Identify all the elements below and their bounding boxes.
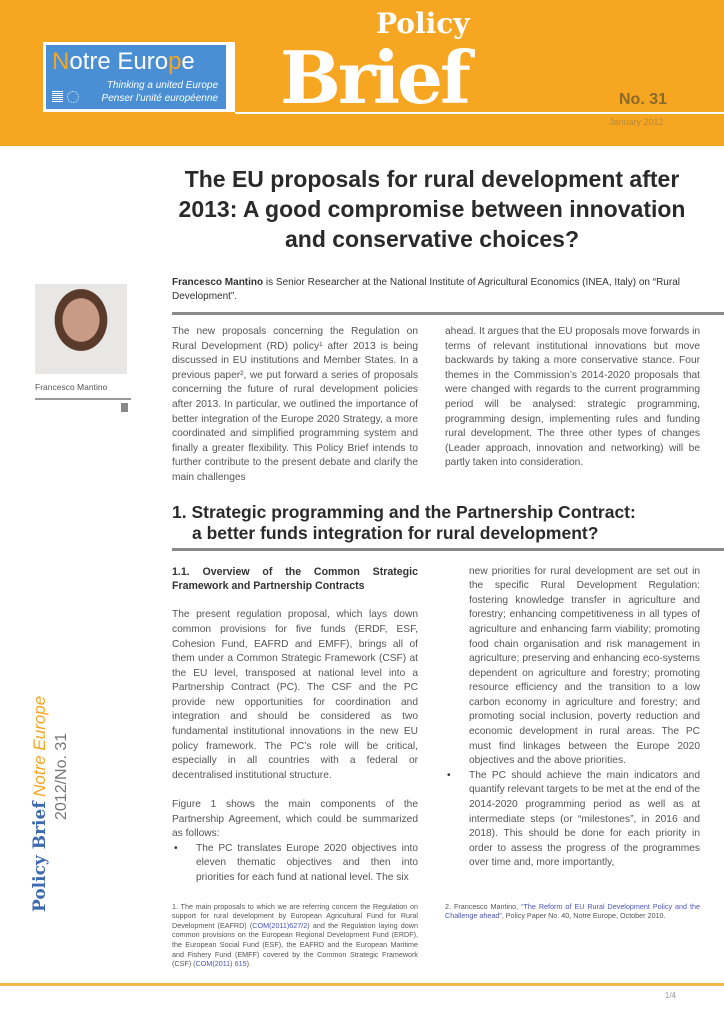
flag-icon [52, 91, 63, 102]
intro-paragraph: ahead. It argues that the EU proposals move forwards in terms of relevant institutional innovations but move backwards by taking a more conservative stance. Four themes in the Commission’s 2014-2020 proposals that were changed with regards to the current programming period will be analysed: strategic programming, programming design, implementing rules and funding rural development. The three other types of changes (Leader approach, innovation and networking) will be partly taken into consideration. [445, 326, 700, 469]
section-heading [172, 502, 702, 544]
intro [172, 325, 702, 486]
bullet-continuation: new priorities for rural development are set out in the specific Rural Development Regulation: fostering knowledge transfer in agriculture and forestry; enhancing competitiveness in all types of agriculture and enhancing farm viability; promoting food chain organisation and risk management in agriculture; preserving and enhancing eco-systems dependent on agriculture and forestry; promoting resource efficiency and the transition to a low carbon economy in agriculture and forestry; and promoting social inclusion, poverty reduction and economic development in rural areas. The PC must find linkages between the Europe 2020 objectives and the above priorities. [469, 565, 700, 767]
subsection-heading: 1.1. Overview of the Common Strategic Framework and Partnership Contracts [172, 565, 418, 593]
author-rule [172, 312, 724, 315]
sidebar-policy-brief: Policy Brief [30, 801, 50, 912]
issue-date: January 2012 [609, 117, 664, 127]
author-name: Francesco Mantino [172, 277, 264, 288]
photo-marker [121, 403, 128, 412]
tagline-fr: Penser l'unité européenne [101, 93, 218, 104]
sidebar-notre-europe: Notre Europe [30, 695, 49, 797]
main-content [172, 0, 702, 1016]
sidebar-label [30, 695, 70, 912]
section-columns [172, 565, 702, 886]
tagline-en: Thinking a united Europe [106, 80, 218, 91]
footnote-text: 1. The main proposals to which we are referring concern the Regulation on support for rural development by European Agricultural Fund for Rural Development (EAFRD) ( [172, 901, 418, 930]
document-title: The EU proposals for rural development after 2013: A good compromise between innovation and conservative choices? [178, 166, 686, 252]
intro-right [445, 325, 700, 486]
footnote-1 [172, 902, 418, 969]
masthead-policy: Policy [376, 7, 470, 40]
section-right-column [445, 565, 700, 886]
section-heading-line: 1. Strategic programming and the Partnership Contract: [172, 501, 636, 522]
photo-caption: Francesco Mantino [35, 382, 108, 392]
footnote-2 [445, 902, 700, 969]
intro-paragraph: The new proposals concerning the Regulation on Rural Development (RD) policy¹ after 2013 is being discussed in EU institutions and Member States. In a previous paper², we put forward a series of proposals concerning the future of rural development policies after 2013. In particular, we outlined the importance of better integration of the Europe 2020 Strategy, a more coordinated and simplified programming system and finally a greater flexibility. This Policy Brief intends to further contribute to the present debate and clarify the main challenges [172, 326, 418, 483]
logo-letter: p [168, 48, 182, 75]
sidebar-issue: 2012/No. 31 [53, 732, 70, 820]
footnote-text: , Policy Paper No. 40, Notre Europe, October 2010. [501, 911, 666, 921]
logo-letters: otre Euro [69, 48, 169, 75]
eu-stars-icon [67, 91, 79, 103]
bullet-item: • The PC should achieve the main indicators and quantify relevant targets to be met at the end of the 2014-2020 programming period as well as at intermediate steps (or “milestones”, in 2016 and 2018). This should be done for each priority in order to assess the progress of the programmes over time and, more importantly, [469, 769, 700, 871]
footnote-text: ) and the Regulation laying down common provisions on the European Regional Development Fund (ERDF), the European Social Fund (ESF), the EAFRD and the European Maritime and Fishery Fund (EMFF) covered by the Common Strategic Framework (CSF) ( [172, 920, 418, 969]
section-left-column [172, 565, 418, 886]
intro-left [172, 325, 418, 486]
page-number: 1/4 [664, 990, 676, 1000]
bullet-item: • The PC translates Europe 2020 objectives into eleven thematic objectives and then into priorities for each fund at national level. The six [196, 842, 418, 886]
masthead-brief: Brief [280, 35, 468, 120]
logo-letter: N [52, 48, 70, 75]
footnote-link[interactable]: “The Reform of EU Rural Development Policy and the Challenge ahead” [445, 901, 701, 921]
footnote-text: ). [246, 959, 251, 969]
logo-letter: e [181, 48, 195, 75]
photo-rule [35, 398, 131, 400]
author-bio [172, 276, 702, 304]
footnote-text: 2. Francesco Mantino, [445, 901, 522, 911]
author-description: is Senior Researcher at the National Institute of Agricultural Economics (INEA, Italy) on “Rural Development”. [172, 277, 680, 302]
body-paragraph: The present regulation proposal, which lays down common provisions for five funds (ERDF, ESF, Cohesion Fund, EAFRD and EMFF), brings all of them under a Common Strategic Framework (CSF) at the EU level, transposed at national level into a Partnership Contract (PC). The CSF and the PC provide new opportunities for coordination and integration and should be considered as two fundamental institutional innovations in the new EU policy framework. The PC’s role will be critical, especially in all countries with a federal or decentralised institutional structure. [172, 609, 418, 781]
issue-number: No. 31 [619, 91, 668, 108]
footer-rule [0, 983, 724, 986]
section-rule [172, 548, 724, 551]
footnotes [172, 902, 702, 969]
footnote-link[interactable]: COM(2011) 615 [195, 959, 247, 969]
body-paragraph: Figure 1 shows the main components of the Partnership Agreement, which could be summarized as follows: [172, 799, 418, 840]
author-photo [35, 284, 127, 374]
bullet-list [172, 842, 418, 886]
section-heading-line: a better funds integration for rural development? [192, 522, 599, 543]
footnote-link[interactable]: COM(2011)627/2 [252, 920, 308, 930]
bullet-list [445, 769, 700, 871]
